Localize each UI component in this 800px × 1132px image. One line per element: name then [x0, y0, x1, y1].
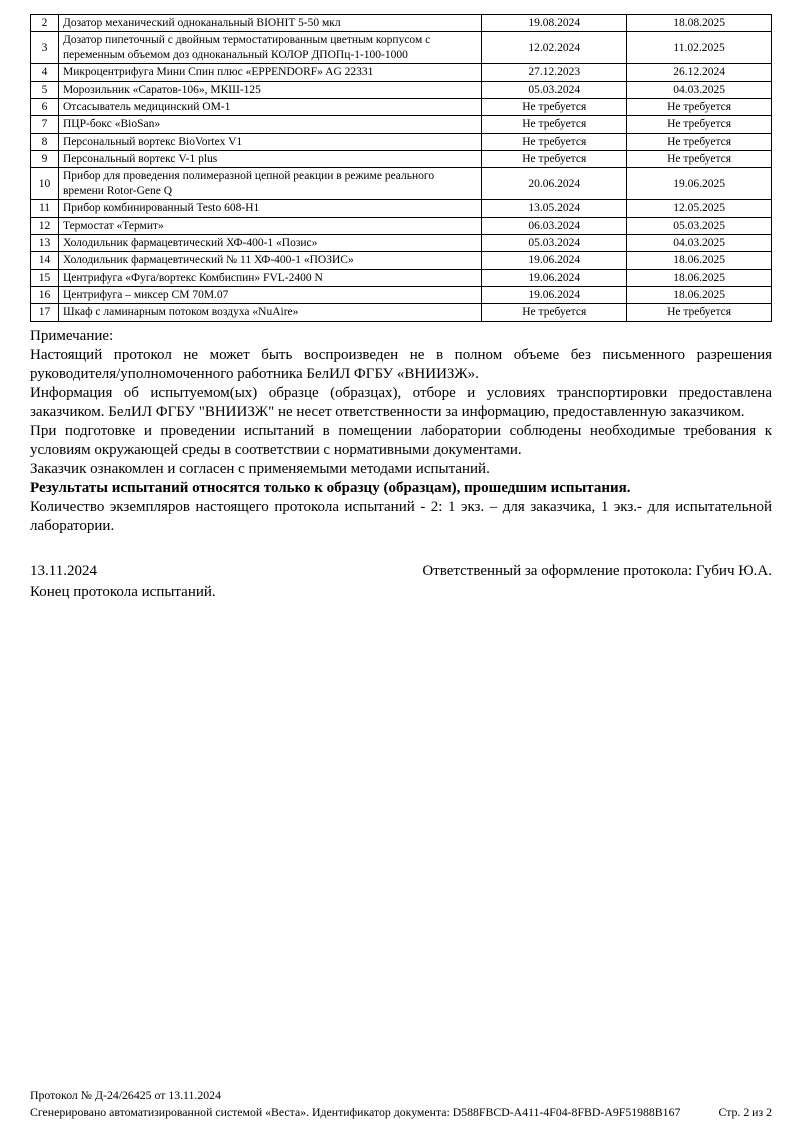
note-paragraph: При подготовке и проведении испытаний в помещении лаборатории соблюдены необходимые требования к условиям окружающей среды в соответствии с нормативными документами.: [30, 422, 772, 459]
equipment-name: Персональный вортекс BioVortex V1: [58, 133, 481, 150]
verification-date: 19.08.2024: [482, 15, 627, 32]
verification-date: 05.03.2024: [482, 81, 627, 98]
table-row: [31, 200, 772, 217]
equipment-name: Холодильник фармацевтический ХФ-400-1 «Позис»: [58, 234, 481, 251]
row-number: 14: [31, 252, 59, 269]
table-row: [31, 98, 772, 115]
equipment-name: ПЦР-бокс «BioSan»: [58, 116, 481, 133]
equipment-name: Центрифуга «Фуга/вортекс Комбиспин» FVL-2400 N: [58, 269, 481, 286]
notes-title: Примечание:: [30, 327, 114, 344]
equipment-name: Персональный вортекс V-1 plus: [58, 151, 481, 168]
equipment-name: Дозатор механический одноканальный BIOHIT 5-50 мкл: [58, 15, 481, 32]
table-row: [31, 151, 772, 168]
row-number: 13: [31, 234, 59, 251]
valid-until-date: 18.08.2025: [627, 15, 772, 32]
footer-protocol-number: Протокол № Д-24/26425 от 13.11.2024: [30, 1088, 221, 1103]
valid-until-date: 04.03.2025: [627, 234, 772, 251]
row-number: 8: [31, 133, 59, 150]
footer-generated-text: Сгенерировано автоматизированной системой «Веста». Идентификатор документа: D588FBCD-A411-4F04-8FBD-A9F51988B167: [30, 1104, 681, 1119]
verification-date: 13.05.2024: [482, 200, 627, 217]
equipment-name: Холодильник фармацевтический № 11 ХФ-400-1 «ПОЗИС»: [58, 252, 481, 269]
row-number: 11: [31, 200, 59, 217]
valid-until-date: 26.12.2024: [627, 64, 772, 81]
table-row: [31, 304, 772, 321]
row-number: 7: [31, 116, 59, 133]
equipment-name: Микроцентрифуга Мини Спин плюс «EPPENDORF» AG 22331: [58, 64, 481, 81]
equipment-name: Отсасыватель медицинский ОМ-1: [58, 98, 481, 115]
table-row: [31, 217, 772, 234]
table-row: [31, 81, 772, 98]
notes-paragraphs: [30, 346, 772, 536]
row-number: 15: [31, 269, 59, 286]
valid-until-date: Не требуется: [627, 116, 772, 133]
row-number: 16: [31, 287, 59, 304]
verification-date: 20.06.2024: [482, 168, 627, 200]
table-row: [31, 287, 772, 304]
table-row: [31, 15, 772, 32]
valid-until-date: Не требуется: [627, 98, 772, 115]
equipment-name: Шкаф с ламинарным потоком воздуха «NuAire»: [58, 304, 481, 321]
verification-date: 05.03.2024: [482, 234, 627, 251]
equipment-table: [30, 14, 772, 322]
end-of-protocol-text: Конец протокола испытаний.: [30, 584, 216, 601]
signature-row: [30, 562, 772, 581]
table-row: [31, 234, 772, 251]
footer-second-line: [30, 1105, 772, 1120]
valid-until-date: 18.06.2025: [627, 287, 772, 304]
notes-section: [30, 327, 772, 537]
equipment-name: Прибор для проведения полимеразной цепной реакции в режиме реального времени Rotor-Gene Q: [58, 168, 481, 200]
row-number: 10: [31, 168, 59, 200]
equipment-name: Морозильник «Саратов-106», МКШ-125: [58, 81, 481, 98]
row-number: 4: [31, 64, 59, 81]
valid-until-date: 18.06.2025: [627, 252, 772, 269]
verification-date: 06.03.2024: [482, 217, 627, 234]
equipment-name: Прибор комбинированный Testo 608-H1: [58, 200, 481, 217]
table-row: [31, 168, 772, 200]
note-paragraph: Настоящий протокол не может быть воспроизведен не в полном объеме без письменного разрешения руководителя/уполномоченного работника БелИЛ ФГБУ «ВНИИЗЖ».: [30, 346, 772, 382]
valid-until-date: 18.06.2025: [627, 269, 772, 286]
valid-until-date: Не требуется: [627, 133, 772, 150]
row-number: 17: [31, 304, 59, 321]
verification-date: Не требуется: [482, 98, 627, 115]
verification-date: 27.12.2023: [482, 64, 627, 81]
valid-until-date: 04.03.2025: [627, 81, 772, 98]
valid-until-date: Не требуется: [627, 151, 772, 168]
verification-date: 19.06.2024: [482, 269, 627, 286]
valid-until-date: 19.06.2025: [627, 168, 772, 200]
responsible-person: Ответственный за оформление протокола: Губич Ю.А.: [422, 563, 772, 580]
row-number: 9: [31, 151, 59, 168]
note-paragraph: Результаты испытаний относятся только к образцу (образцам), прошедшим испытания.: [30, 480, 631, 497]
protocol-date: 13.11.2024: [30, 563, 97, 580]
note-paragraph: Информация об испытуемом(ых) образце (образцах), отборе и условиях транспортировки предоставлена заказчиком. БелИЛ ФГБУ "ВНИИЗЖ" не несет ответственности за информацию, предоставленную заказчиком.: [30, 384, 772, 420]
verification-date: 19.06.2024: [482, 287, 627, 304]
table-row: [31, 116, 772, 133]
row-number: 12: [31, 217, 59, 234]
table-row: [31, 252, 772, 269]
equipment-name: Термостат «Термит»: [58, 217, 481, 234]
row-number: 3: [31, 32, 59, 64]
row-number: 5: [31, 81, 59, 98]
valid-until-date: Не требуется: [627, 304, 772, 321]
table-row: [31, 133, 772, 150]
table-row: [31, 64, 772, 81]
valid-until-date: 05.03.2025: [627, 217, 772, 234]
valid-until-date: 11.02.2025: [627, 32, 772, 64]
verification-date: 12.02.2024: [482, 32, 627, 64]
equipment-name: Дозатор пипеточный с двойным термостатированным цветным корпусом с переменным объемом доз одноканальный КОЛОР ДПОПц-1-100-1000: [58, 32, 481, 64]
verification-date: Не требуется: [482, 133, 627, 150]
row-number: 6: [31, 98, 59, 115]
verification-date: Не требуется: [482, 151, 627, 168]
equipment-name: Центрифуга – миксер СМ 70М.07: [58, 287, 481, 304]
note-paragraph: Заказчик ознакомлен и согласен с применяемыми методами испытаний.: [30, 461, 490, 478]
footer-page-number: Стр. 2 из 2: [718, 1104, 772, 1119]
verification-date: Не требуется: [482, 304, 627, 321]
equipment-table-body: [31, 15, 772, 322]
table-row: [31, 32, 772, 64]
row-number: 2: [31, 15, 59, 32]
valid-until-date: 12.05.2025: [627, 200, 772, 217]
table-row: [31, 269, 772, 286]
verification-date: Не требуется: [482, 116, 627, 133]
page-footer: [30, 1088, 772, 1120]
verification-date: 19.06.2024: [482, 252, 627, 269]
note-paragraph: Количество экземпляров настоящего протокола испытаний - 2: 1 экз. – для заказчика, 1 экз.- для испытательной лаборатории.: [30, 499, 772, 535]
